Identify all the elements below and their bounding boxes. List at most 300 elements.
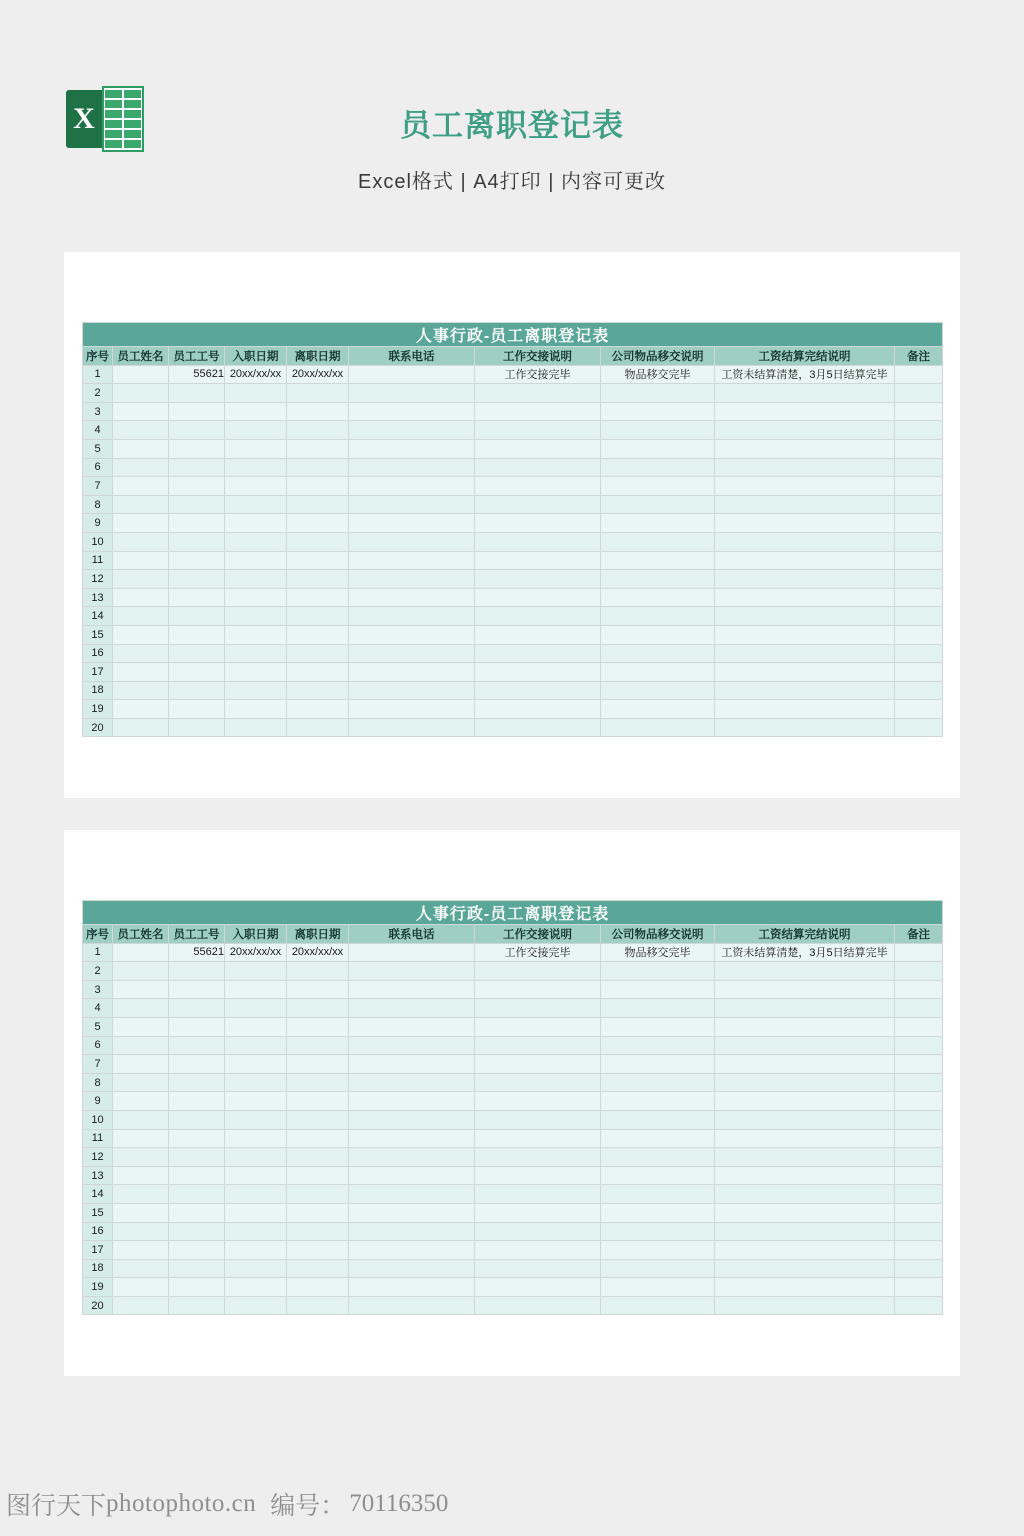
cell-work[interactable] — [475, 625, 601, 644]
cell-note[interactable] — [895, 1017, 943, 1036]
cell-wage[interactable]: 工资未结算清楚，3月5日结算完毕 — [715, 365, 895, 384]
cell-leavedate[interactable] — [287, 1166, 349, 1185]
cell-phone[interactable] — [349, 458, 475, 477]
cell-leavedate[interactable]: 20xx/xx/xx — [287, 365, 349, 384]
cell-work[interactable]: 工作交接完毕 — [475, 943, 601, 962]
cell-goods[interactable] — [601, 1148, 715, 1167]
cell-name[interactable] — [113, 514, 169, 533]
cell-note[interactable] — [895, 1036, 943, 1055]
cell-wage[interactable] — [715, 1203, 895, 1222]
cell-joindate[interactable] — [225, 700, 287, 719]
cell-phone[interactable] — [349, 681, 475, 700]
cell-goods[interactable] — [601, 663, 715, 682]
cell-note[interactable] — [895, 514, 943, 533]
cell-empid[interactable] — [169, 625, 225, 644]
cell-phone[interactable] — [349, 625, 475, 644]
cell-joindate[interactable]: 20xx/xx/xx — [225, 943, 287, 962]
cell-leavedate[interactable] — [287, 1296, 349, 1315]
cell-phone[interactable] — [349, 421, 475, 440]
cell-note[interactable] — [895, 943, 943, 962]
cell-leavedate[interactable] — [287, 718, 349, 737]
cell-phone[interactable] — [349, 999, 475, 1018]
cell-phone[interactable] — [349, 402, 475, 421]
cell-joindate[interactable] — [225, 588, 287, 607]
cell-leavedate[interactable]: 20xx/xx/xx — [287, 943, 349, 962]
cell-empid[interactable] — [169, 458, 225, 477]
cell-work[interactable] — [475, 477, 601, 496]
cell-phone[interactable] — [349, 644, 475, 663]
cell-empid[interactable] — [169, 1073, 225, 1092]
cell-leavedate[interactable] — [287, 1092, 349, 1111]
cell-wage[interactable] — [715, 458, 895, 477]
cell-joindate[interactable] — [225, 1241, 287, 1260]
cell-note[interactable] — [895, 570, 943, 589]
cell-work[interactable] — [475, 1092, 601, 1111]
cell-name[interactable] — [113, 1296, 169, 1315]
cell-work[interactable] — [475, 1185, 601, 1204]
cell-wage[interactable] — [715, 477, 895, 496]
cell-joindate[interactable] — [225, 607, 287, 626]
cell-joindate[interactable] — [225, 999, 287, 1018]
cell-goods[interactable] — [601, 1241, 715, 1260]
cell-work[interactable] — [475, 1166, 601, 1185]
cell-phone[interactable] — [349, 1222, 475, 1241]
cell-work[interactable] — [475, 551, 601, 570]
cell-goods[interactable] — [601, 1073, 715, 1092]
cell-wage[interactable] — [715, 1092, 895, 1111]
cell-name[interactable] — [113, 607, 169, 626]
cell-name[interactable] — [113, 477, 169, 496]
cell-wage[interactable] — [715, 1166, 895, 1185]
cell-note[interactable] — [895, 1166, 943, 1185]
cell-name[interactable] — [113, 439, 169, 458]
cell-joindate[interactable] — [225, 532, 287, 551]
cell-work[interactable] — [475, 1017, 601, 1036]
cell-name[interactable] — [113, 551, 169, 570]
cell-goods[interactable] — [601, 1203, 715, 1222]
cell-phone[interactable] — [349, 551, 475, 570]
cell-wage[interactable] — [715, 718, 895, 737]
cell-note[interactable] — [895, 1073, 943, 1092]
cell-note[interactable] — [895, 1129, 943, 1148]
cell-goods[interactable] — [601, 980, 715, 999]
cell-leavedate[interactable] — [287, 1129, 349, 1148]
cell-goods[interactable] — [601, 551, 715, 570]
cell-wage[interactable] — [715, 384, 895, 403]
cell-phone[interactable] — [349, 1296, 475, 1315]
cell-work[interactable] — [475, 1203, 601, 1222]
cell-leavedate[interactable] — [287, 1185, 349, 1204]
cell-phone[interactable] — [349, 1203, 475, 1222]
cell-wage[interactable] — [715, 402, 895, 421]
cell-joindate[interactable] — [225, 644, 287, 663]
cell-empid[interactable] — [169, 663, 225, 682]
cell-phone[interactable] — [349, 1259, 475, 1278]
cell-work[interactable] — [475, 1055, 601, 1074]
cell-empid[interactable] — [169, 1278, 225, 1297]
cell-phone[interactable] — [349, 514, 475, 533]
cell-leavedate[interactable] — [287, 1073, 349, 1092]
cell-leavedate[interactable] — [287, 384, 349, 403]
cell-goods[interactable] — [601, 1129, 715, 1148]
cell-wage[interactable] — [715, 607, 895, 626]
cell-leavedate[interactable] — [287, 1259, 349, 1278]
cell-name[interactable] — [113, 1036, 169, 1055]
cell-name[interactable] — [113, 384, 169, 403]
cell-note[interactable] — [895, 384, 943, 403]
cell-empid[interactable] — [169, 1185, 225, 1204]
cell-note[interactable] — [895, 588, 943, 607]
cell-wage[interactable] — [715, 980, 895, 999]
cell-name[interactable] — [113, 625, 169, 644]
cell-empid[interactable] — [169, 718, 225, 737]
cell-empid[interactable] — [169, 1110, 225, 1129]
cell-empid[interactable] — [169, 1148, 225, 1167]
cell-empid[interactable] — [169, 1203, 225, 1222]
cell-phone[interactable] — [349, 439, 475, 458]
cell-goods[interactable]: 物品移交完毕 — [601, 943, 715, 962]
cell-leavedate[interactable] — [287, 1110, 349, 1129]
cell-note[interactable] — [895, 700, 943, 719]
cell-goods[interactable] — [601, 644, 715, 663]
cell-joindate[interactable] — [225, 1017, 287, 1036]
cell-note[interactable] — [895, 607, 943, 626]
cell-goods[interactable] — [601, 1166, 715, 1185]
cell-leavedate[interactable] — [287, 439, 349, 458]
cell-note[interactable] — [895, 439, 943, 458]
cell-joindate[interactable] — [225, 402, 287, 421]
cell-leavedate[interactable] — [287, 421, 349, 440]
cell-empid[interactable] — [169, 588, 225, 607]
cell-empid[interactable] — [169, 1296, 225, 1315]
cell-note[interactable] — [895, 663, 943, 682]
cell-note[interactable] — [895, 1222, 943, 1241]
cell-empid[interactable]: 55621 — [169, 943, 225, 962]
cell-leavedate[interactable] — [287, 514, 349, 533]
cell-name[interactable] — [113, 1259, 169, 1278]
cell-empid[interactable] — [169, 477, 225, 496]
cell-note[interactable] — [895, 402, 943, 421]
cell-leavedate[interactable] — [287, 1148, 349, 1167]
cell-joindate[interactable] — [225, 1092, 287, 1111]
cell-joindate[interactable] — [225, 681, 287, 700]
cell-note[interactable] — [895, 1278, 943, 1297]
cell-work[interactable] — [475, 439, 601, 458]
cell-empid[interactable] — [169, 551, 225, 570]
cell-name[interactable] — [113, 980, 169, 999]
cell-joindate[interactable] — [225, 1296, 287, 1315]
cell-work[interactable] — [475, 700, 601, 719]
cell-phone[interactable] — [349, 980, 475, 999]
cell-phone[interactable] — [349, 495, 475, 514]
cell-note[interactable] — [895, 999, 943, 1018]
cell-empid[interactable]: 55621 — [169, 365, 225, 384]
cell-name[interactable] — [113, 1092, 169, 1111]
cell-note[interactable] — [895, 980, 943, 999]
cell-goods[interactable] — [601, 439, 715, 458]
cell-work[interactable] — [475, 1110, 601, 1129]
cell-name[interactable] — [113, 365, 169, 384]
cell-empid[interactable] — [169, 1036, 225, 1055]
cell-empid[interactable] — [169, 607, 225, 626]
cell-goods[interactable] — [601, 718, 715, 737]
cell-phone[interactable] — [349, 532, 475, 551]
cell-goods[interactable] — [601, 1110, 715, 1129]
cell-empid[interactable] — [169, 999, 225, 1018]
cell-goods[interactable] — [601, 962, 715, 981]
cell-note[interactable] — [895, 1110, 943, 1129]
cell-goods[interactable] — [601, 681, 715, 700]
cell-name[interactable] — [113, 1148, 169, 1167]
cell-empid[interactable] — [169, 532, 225, 551]
cell-phone[interactable] — [349, 1055, 475, 1074]
cell-goods[interactable] — [601, 607, 715, 626]
cell-note[interactable] — [895, 1055, 943, 1074]
cell-work[interactable] — [475, 1278, 601, 1297]
cell-name[interactable] — [113, 644, 169, 663]
cell-leavedate[interactable] — [287, 1278, 349, 1297]
cell-empid[interactable] — [169, 1259, 225, 1278]
cell-work[interactable] — [475, 681, 601, 700]
cell-wage[interactable] — [715, 1036, 895, 1055]
cell-name[interactable] — [113, 402, 169, 421]
cell-leavedate[interactable] — [287, 532, 349, 551]
cell-leavedate[interactable] — [287, 477, 349, 496]
cell-joindate[interactable] — [225, 1185, 287, 1204]
cell-wage[interactable] — [715, 625, 895, 644]
cell-phone[interactable] — [349, 1148, 475, 1167]
cell-work[interactable] — [475, 1222, 601, 1241]
cell-wage[interactable] — [715, 551, 895, 570]
cell-phone[interactable] — [349, 718, 475, 737]
cell-joindate[interactable] — [225, 477, 287, 496]
cell-joindate[interactable] — [225, 1222, 287, 1241]
cell-wage[interactable] — [715, 439, 895, 458]
cell-wage[interactable] — [715, 962, 895, 981]
cell-leavedate[interactable] — [287, 1017, 349, 1036]
cell-goods[interactable] — [601, 495, 715, 514]
cell-empid[interactable] — [169, 402, 225, 421]
cell-goods[interactable] — [601, 384, 715, 403]
cell-joindate[interactable] — [225, 962, 287, 981]
cell-name[interactable] — [113, 588, 169, 607]
cell-empid[interactable] — [169, 1129, 225, 1148]
cell-wage[interactable] — [715, 514, 895, 533]
cell-work[interactable] — [475, 402, 601, 421]
cell-goods[interactable] — [601, 1055, 715, 1074]
cell-empid[interactable] — [169, 421, 225, 440]
cell-work[interactable] — [475, 962, 601, 981]
cell-name[interactable] — [113, 421, 169, 440]
cell-empid[interactable] — [169, 700, 225, 719]
cell-phone[interactable] — [349, 607, 475, 626]
cell-wage[interactable] — [715, 421, 895, 440]
cell-leavedate[interactable] — [287, 999, 349, 1018]
cell-empid[interactable] — [169, 1166, 225, 1185]
cell-leavedate[interactable] — [287, 663, 349, 682]
cell-leavedate[interactable] — [287, 495, 349, 514]
cell-leavedate[interactable] — [287, 1222, 349, 1241]
cell-work[interactable] — [475, 1259, 601, 1278]
cell-joindate[interactable] — [225, 439, 287, 458]
cell-leavedate[interactable] — [287, 1036, 349, 1055]
cell-work[interactable] — [475, 1073, 601, 1092]
cell-phone[interactable] — [349, 943, 475, 962]
cell-wage[interactable] — [715, 1278, 895, 1297]
cell-name[interactable] — [113, 495, 169, 514]
cell-name[interactable] — [113, 943, 169, 962]
cell-joindate[interactable] — [225, 514, 287, 533]
cell-goods[interactable] — [601, 514, 715, 533]
cell-note[interactable] — [895, 458, 943, 477]
cell-work[interactable] — [475, 980, 601, 999]
cell-goods[interactable] — [601, 1222, 715, 1241]
cell-goods[interactable] — [601, 999, 715, 1018]
cell-phone[interactable] — [349, 588, 475, 607]
cell-joindate[interactable] — [225, 1166, 287, 1185]
cell-empid[interactable] — [169, 980, 225, 999]
cell-work[interactable] — [475, 514, 601, 533]
cell-joindate[interactable] — [225, 663, 287, 682]
cell-goods[interactable] — [601, 588, 715, 607]
cell-name[interactable] — [113, 1055, 169, 1074]
cell-wage[interactable] — [715, 1259, 895, 1278]
cell-note[interactable] — [895, 1185, 943, 1204]
cell-goods[interactable]: 物品移交完毕 — [601, 365, 715, 384]
cell-work[interactable] — [475, 1036, 601, 1055]
cell-leavedate[interactable] — [287, 588, 349, 607]
cell-joindate[interactable] — [225, 570, 287, 589]
cell-work[interactable] — [475, 1148, 601, 1167]
cell-phone[interactable] — [349, 962, 475, 981]
cell-note[interactable] — [895, 1241, 943, 1260]
cell-note[interactable] — [895, 681, 943, 700]
cell-work[interactable] — [475, 588, 601, 607]
cell-leavedate[interactable] — [287, 551, 349, 570]
cell-work[interactable] — [475, 421, 601, 440]
cell-empid[interactable] — [169, 1017, 225, 1036]
cell-empid[interactable] — [169, 439, 225, 458]
cell-wage[interactable] — [715, 1129, 895, 1148]
cell-work[interactable] — [475, 1129, 601, 1148]
cell-goods[interactable] — [601, 1278, 715, 1297]
cell-phone[interactable] — [349, 663, 475, 682]
cell-leavedate[interactable] — [287, 625, 349, 644]
cell-phone[interactable] — [349, 700, 475, 719]
cell-joindate[interactable] — [225, 458, 287, 477]
cell-work[interactable]: 工作交接完毕 — [475, 365, 601, 384]
cell-work[interactable] — [475, 663, 601, 682]
cell-goods[interactable] — [601, 700, 715, 719]
cell-leavedate[interactable] — [287, 607, 349, 626]
cell-name[interactable] — [113, 1017, 169, 1036]
cell-goods[interactable] — [601, 532, 715, 551]
cell-empid[interactable] — [169, 962, 225, 981]
cell-joindate[interactable] — [225, 1278, 287, 1297]
cell-wage[interactable]: 工资未结算清楚，3月5日结算完毕 — [715, 943, 895, 962]
cell-leavedate[interactable] — [287, 681, 349, 700]
cell-empid[interactable] — [169, 1222, 225, 1241]
cell-phone[interactable] — [349, 570, 475, 589]
cell-name[interactable] — [113, 570, 169, 589]
cell-empid[interactable] — [169, 495, 225, 514]
cell-joindate[interactable] — [225, 1148, 287, 1167]
cell-phone[interactable] — [349, 1129, 475, 1148]
cell-joindate[interactable] — [225, 980, 287, 999]
cell-work[interactable] — [475, 644, 601, 663]
cell-name[interactable] — [113, 700, 169, 719]
cell-phone[interactable] — [349, 365, 475, 384]
cell-name[interactable] — [113, 1278, 169, 1297]
cell-note[interactable] — [895, 1259, 943, 1278]
cell-wage[interactable] — [715, 1241, 895, 1260]
cell-joindate[interactable] — [225, 1129, 287, 1148]
cell-name[interactable] — [113, 458, 169, 477]
cell-name[interactable] — [113, 1203, 169, 1222]
cell-wage[interactable] — [715, 570, 895, 589]
cell-joindate[interactable] — [225, 495, 287, 514]
cell-name[interactable] — [113, 532, 169, 551]
cell-work[interactable] — [475, 999, 601, 1018]
cell-work[interactable] — [475, 495, 601, 514]
cell-goods[interactable] — [601, 458, 715, 477]
cell-note[interactable] — [895, 625, 943, 644]
cell-leavedate[interactable] — [287, 1055, 349, 1074]
cell-goods[interactable] — [601, 570, 715, 589]
cell-work[interactable] — [475, 458, 601, 477]
cell-goods[interactable] — [601, 1185, 715, 1204]
cell-phone[interactable] — [349, 1241, 475, 1260]
cell-joindate[interactable] — [225, 718, 287, 737]
cell-wage[interactable] — [715, 532, 895, 551]
cell-phone[interactable] — [349, 1092, 475, 1111]
cell-wage[interactable] — [715, 1017, 895, 1036]
cell-name[interactable] — [113, 962, 169, 981]
cell-wage[interactable] — [715, 1148, 895, 1167]
cell-leavedate[interactable] — [287, 700, 349, 719]
cell-phone[interactable] — [349, 1073, 475, 1092]
cell-name[interactable] — [113, 1129, 169, 1148]
cell-wage[interactable] — [715, 1110, 895, 1129]
cell-phone[interactable] — [349, 1278, 475, 1297]
cell-joindate[interactable] — [225, 1055, 287, 1074]
cell-empid[interactable] — [169, 644, 225, 663]
cell-wage[interactable] — [715, 1222, 895, 1241]
cell-empid[interactable] — [169, 1241, 225, 1260]
cell-work[interactable] — [475, 718, 601, 737]
cell-note[interactable] — [895, 477, 943, 496]
cell-joindate[interactable] — [225, 384, 287, 403]
cell-work[interactable] — [475, 607, 601, 626]
cell-goods[interactable] — [601, 1259, 715, 1278]
cell-note[interactable] — [895, 1092, 943, 1111]
cell-joindate[interactable]: 20xx/xx/xx — [225, 365, 287, 384]
cell-note[interactable] — [895, 532, 943, 551]
cell-work[interactable] — [475, 532, 601, 551]
cell-empid[interactable] — [169, 514, 225, 533]
cell-goods[interactable] — [601, 402, 715, 421]
cell-phone[interactable] — [349, 1017, 475, 1036]
cell-name[interactable] — [113, 681, 169, 700]
cell-work[interactable] — [475, 1296, 601, 1315]
cell-goods[interactable] — [601, 1017, 715, 1036]
cell-note[interactable] — [895, 495, 943, 514]
cell-goods[interactable] — [601, 1092, 715, 1111]
cell-leavedate[interactable] — [287, 570, 349, 589]
cell-joindate[interactable] — [225, 625, 287, 644]
cell-phone[interactable] — [349, 1036, 475, 1055]
cell-leavedate[interactable] — [287, 962, 349, 981]
